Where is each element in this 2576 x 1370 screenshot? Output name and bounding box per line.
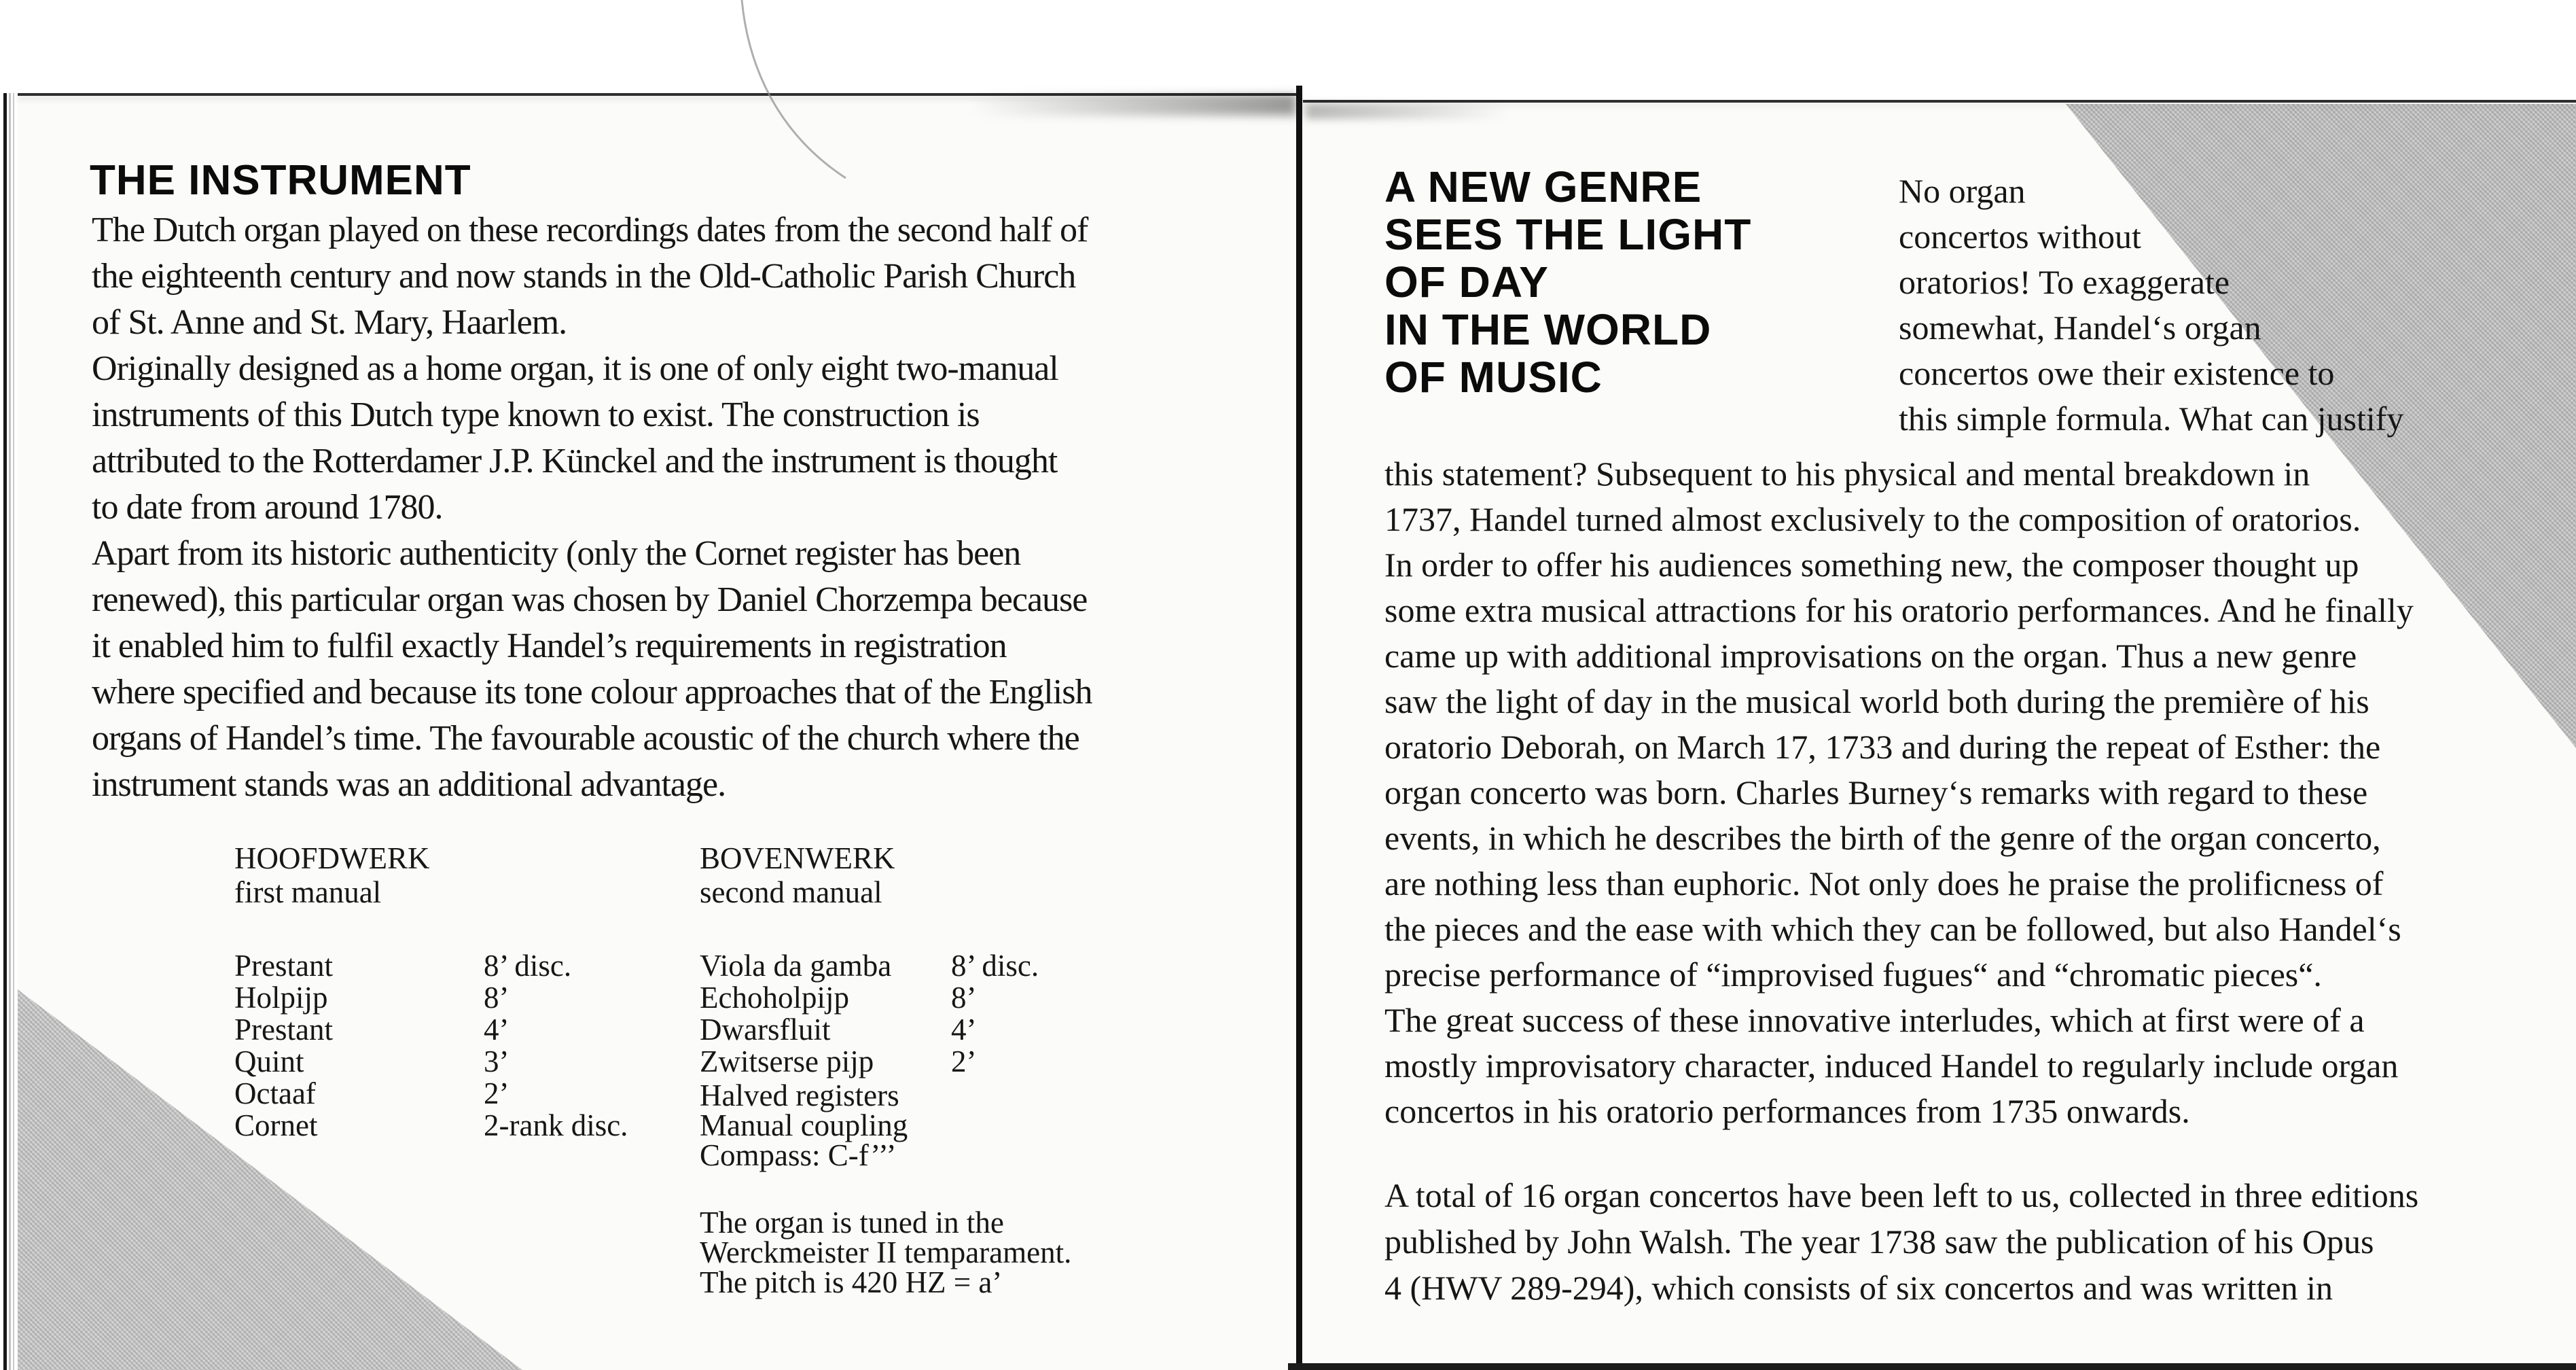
right-page-body xyxy=(1384,451,2414,1134)
stop-pitch: 2’ xyxy=(484,1076,509,1110)
note-line: Manual coupling xyxy=(700,1108,908,1142)
stop-pitch: 2’ xyxy=(951,1044,977,1078)
scan-left-edge-line-3 xyxy=(13,93,14,1370)
heading-line: IN THE WORLD xyxy=(1384,305,1712,354)
hoofdwerk-stop-list xyxy=(234,841,628,1142)
booklet-gutter xyxy=(1296,86,1302,1370)
body-line: renewed), this particular organ was chosen by Daniel Chorzempa because xyxy=(92,580,1088,619)
bovenwerk-subtitle: second manual xyxy=(700,875,882,909)
body-line: precise performance of “improvised fugues“ and “chromatic pieces“. xyxy=(1384,955,2322,994)
spacer xyxy=(234,909,628,950)
body-line: organ concerto was born. Charles Burney‘s remarks with regard to these xyxy=(1384,773,2368,811)
body-line: concertos in his oratorio performances from 1735 onwards. xyxy=(1384,1092,2190,1130)
tuning-line: Werckmeister II temparament. xyxy=(700,1235,1072,1269)
body-line: the eighteenth century and now stands in the Old-Catholic Parish Church xyxy=(92,257,1076,296)
body-line: this statement? Subsequent to his physical and mental breakdown in xyxy=(1384,455,2310,493)
left-page-heading: THE INSTRUMENT xyxy=(90,157,471,204)
hoofdwerk-subtitle: first manual xyxy=(234,875,382,909)
stop-row xyxy=(700,1014,1071,1046)
body-line: Apart from its historic authenticity (only the Cornet register has been xyxy=(92,534,1021,573)
body-line: oratorio Deborah, on March 17, 1733 and during the repeat of Esther: the xyxy=(1384,728,2381,766)
body-line: where specified and because its tone colour approaches that of the English xyxy=(92,673,1092,712)
stop-row xyxy=(700,950,1071,982)
stop-pitch: 4’ xyxy=(951,1013,977,1047)
body-line: instrument stands was an additional advantage. xyxy=(92,765,726,804)
body-line: it enabled him to fulfil exactly Handel’s requirements in registration xyxy=(92,627,1007,665)
body-line: The great success of these innovative interludes, which at first were of a xyxy=(1384,1001,2365,1039)
heading-line: SEES THE LIGHT xyxy=(1384,210,1752,259)
closing-line: A total of 16 organ concertos have been left to us, collected in three editions xyxy=(1384,1176,2419,1214)
intro-line: somewhat, Handel‘s organ xyxy=(1899,309,2261,347)
stop-pitch: 8’ xyxy=(951,981,977,1015)
stop-row xyxy=(234,950,628,982)
tuning-line: The pitch is 420 HZ = a’ xyxy=(700,1265,1003,1299)
left-page-body xyxy=(92,207,1092,808)
bovenwerk-stop-list xyxy=(700,841,1071,1297)
stop-name: Zwitserse pijp xyxy=(700,1044,874,1078)
stop-pitch: 8’ xyxy=(484,981,509,1015)
right-page-intro-column xyxy=(1899,169,2403,442)
hoofdwerk-title: HOOFDWERK xyxy=(234,841,430,875)
body-line: are nothing less than euphoric. Not only does he praise the prolificness of xyxy=(1384,864,2384,902)
tuning-line: The organ is tuned in the xyxy=(700,1206,1004,1240)
stop-name: Viola da gamba xyxy=(700,949,892,983)
closing-line: 4 (HWV 289-294), which consists of six concertos and was written in xyxy=(1384,1269,2333,1307)
spacer xyxy=(700,909,1071,950)
scan-left-edge-line-2 xyxy=(9,93,11,1370)
stop-row xyxy=(234,1110,628,1142)
spacer xyxy=(700,1170,1071,1208)
tuning-notes xyxy=(700,1208,1071,1297)
body-line: the pieces and the ease with which they can be followed, but also Handel‘s xyxy=(1384,910,2401,948)
stop-row xyxy=(700,982,1071,1014)
stop-name: Dwarsfluit xyxy=(700,1013,831,1047)
intro-line: this simple formula. What can justify xyxy=(1899,400,2404,438)
right-page-top-edge xyxy=(1303,100,2576,103)
body-line: events, in which he describes the birth of the genre of the organ concerto, xyxy=(1384,819,2381,857)
body-line: The Dutch organ played on these recordings dates from the second half of xyxy=(92,211,1088,249)
intro-line: oratorios! To exaggerate xyxy=(1899,263,2230,301)
scanner-bottom-strip xyxy=(1288,1363,2576,1370)
page-curl-artifact xyxy=(706,0,883,190)
stop-name: Echoholpijp xyxy=(700,981,849,1015)
body-line: attributed to the Rotterdamer J.P. Künckel and the instrument is thought xyxy=(92,442,1058,480)
body-line: mostly improvisatory character, induced Handel to regularly include organ xyxy=(1384,1047,2399,1085)
stop-row xyxy=(700,1046,1071,1078)
stop-pitch: 4’ xyxy=(484,1013,509,1047)
stop-pitch: 2-rank disc. xyxy=(484,1108,628,1142)
heading-line: OF DAY xyxy=(1384,258,1549,306)
gutter-shadow-smudge-left xyxy=(971,95,1296,116)
body-line: organs of Handel’s time. The favourable acoustic of the church where the xyxy=(92,719,1079,758)
closing-line: published by John Walsh. The year 1738 saw the publication of his Opus xyxy=(1384,1223,2374,1261)
body-line: In order to offer his audiences something new, the composer thought up xyxy=(1384,546,2359,584)
right-page-heading xyxy=(1384,163,1751,401)
heading-line: OF MUSIC xyxy=(1384,353,1603,402)
note-line: Halved registers xyxy=(700,1078,899,1112)
intro-line: No organ xyxy=(1899,172,2026,210)
intro-line: concertos owe their existence to xyxy=(1899,354,2335,392)
body-line: came up with additional improvisations on the organ. Thus a new genre xyxy=(1384,637,2357,675)
gutter-shadow-smudge-right xyxy=(1306,104,1509,119)
stop-name: Prestant xyxy=(234,1013,333,1047)
body-line: of St. Anne and St. Mary, Haarlem. xyxy=(92,303,567,342)
stop-row xyxy=(234,1014,628,1046)
body-line: instruments of this Dutch type known to exist. The construction is xyxy=(92,396,980,434)
bovenwerk-title: BOVENWERK xyxy=(700,841,895,875)
stop-name: Quint xyxy=(234,1044,304,1078)
stop-name: Holpijp xyxy=(234,981,328,1015)
stop-name: Octaaf xyxy=(234,1076,316,1110)
stop-row xyxy=(234,1078,628,1110)
heading-line: A NEW GENRE xyxy=(1384,162,1702,211)
stop-pitch: 8’ disc. xyxy=(484,949,572,983)
stop-pitch: 3’ xyxy=(484,1044,509,1078)
scan-left-edge-line xyxy=(3,93,7,1370)
right-page-closing-paragraph xyxy=(1384,1172,2418,1311)
stop-name: Prestant xyxy=(234,949,333,983)
stop-row xyxy=(234,1046,628,1078)
stop-row xyxy=(234,982,628,1014)
stop-name: Cornet xyxy=(234,1108,318,1142)
intro-line: concertos without xyxy=(1899,217,2141,256)
note-line: Compass: C-f’’’ xyxy=(700,1138,897,1172)
body-line: some extra musical attractions for his oratorio performances. And he finally xyxy=(1384,591,2414,629)
body-line: to date from around 1780. xyxy=(92,488,443,527)
stop-pitch: 8’ disc. xyxy=(951,949,1039,983)
body-line: Originally designed as a home organ, it is one of only eight two-manual xyxy=(92,349,1058,388)
body-line: saw the light of day in the musical world both during the première of his xyxy=(1384,682,2369,720)
body-line: 1737, Handel turned almost exclusively to the composition of oratorios. xyxy=(1384,500,2361,538)
register-notes xyxy=(700,1078,1071,1172)
